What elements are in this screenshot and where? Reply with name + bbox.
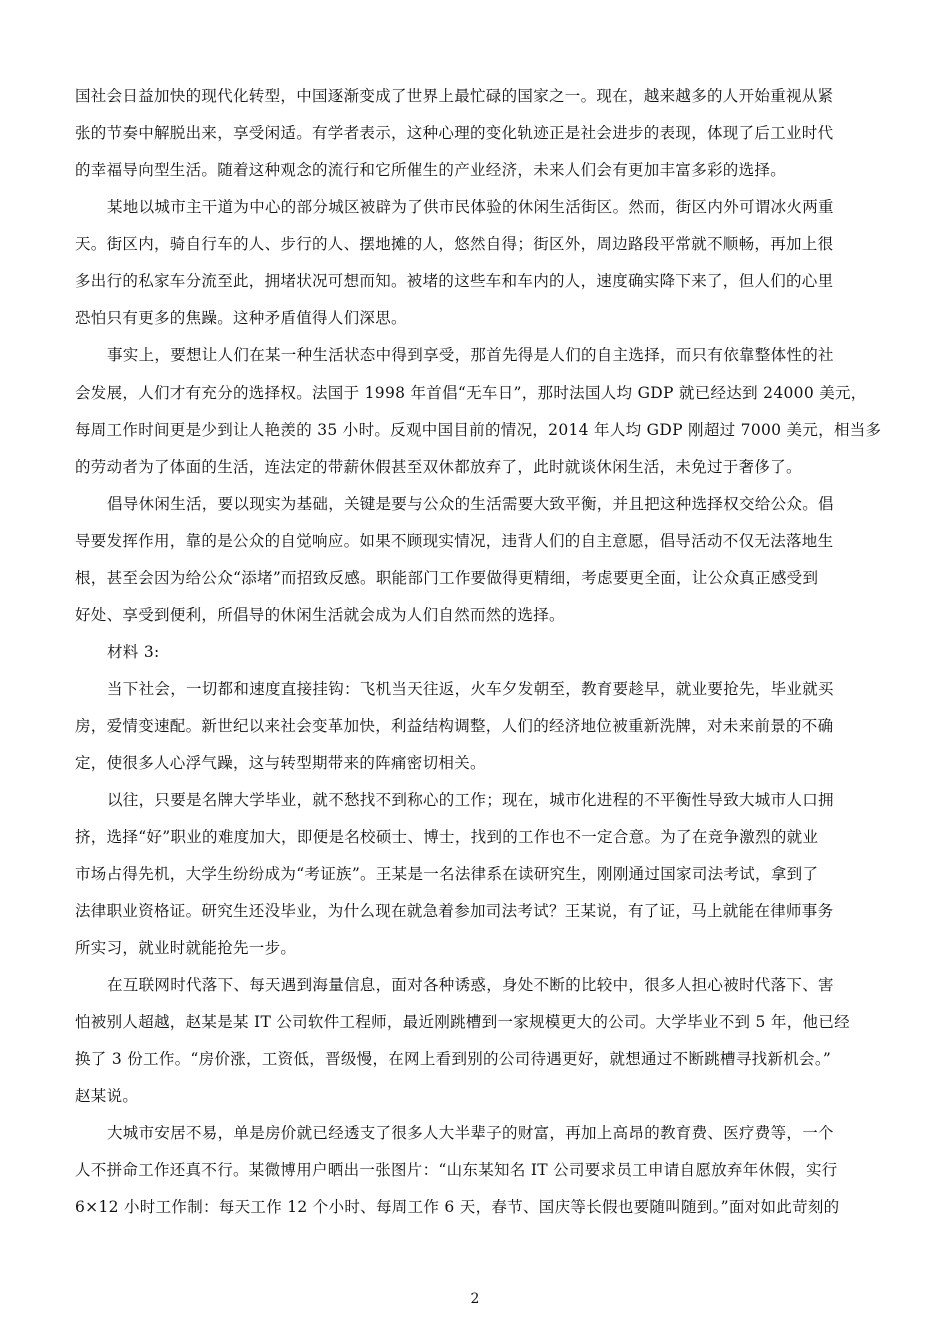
text-line: 的劳动者为了体面的生活，连法定的带薪休假甚至双休都放弃了，此时就谈休闲生活，未免过于奢侈了。 (75, 458, 802, 476)
text-line: 每周工作时间更是少到让人艳羡的 35 小时。反观中国目前的情况，2014 年人均 GDP 刚超过 7000 美元，相当多 (75, 421, 882, 439)
text-line: 挤，选择“好”职业的难度加大，即便是名校硕士、博士，找到的工作也不一定合意。为了在竞争激烈的就业 (75, 828, 819, 846)
text-line: 天。街区内，骑自行车的人、步行的人、摆地摊的人，悠然自得；街区外，周边路段平常就不顺畅，再加上很 (75, 235, 834, 253)
text-line: 国社会日益加快的现代化转型，中国逐渐变成了世界上最忙碌的国家之一。现在，越来越多的人开始重视从紧 (75, 87, 834, 105)
text-line: 所实习，就业时就能抢先一步。 (75, 939, 297, 957)
text-line: 根，甚至会因为给公众“添堵”而招致反感。职能部门工作要做得更精细，考虑要更全面，让公众真正感受到 (75, 569, 819, 587)
paragraph-first-line: 事实上，要想让人们在某一种生活状态中得到享受，那首先得是人们的自主选择，而只有依靠整体性的社 (107, 346, 834, 364)
text-line: 市场占得先机，大学生纷纷成为“考证族”。王某是一名法律系在读研究生，刚刚通过国家司法考试，拿到了 (75, 865, 819, 883)
paragraph-first-line: 在互联网时代落下、每天遇到海量信息，面对各种诱惑，身处不断的比较中，很多人担心被时代落下、害 (107, 976, 834, 994)
section-heading: 材料 3: (107, 643, 160, 661)
text-line: 定，使很多人心浮气躁，这与转型期带来的阵痛密切相关。 (75, 754, 486, 772)
text-line: 导要发挥作用，靠的是公众的自觉响应。如果不顾现实情况，违背人们的自主意愿，倡导活动不仅无法落地生 (75, 532, 834, 550)
text-line: 6×12 小时工作制：每天工作 12 个小时、每周工作 6 天，春节、国庆等长假也要随叫随到。”面对如此苛刻的 (75, 1198, 840, 1216)
text-line: 法律职业资格证。研究生还没毕业，为什么现在就急着参加司法考试？王某说，有了证，马上就能在律师事务 (75, 902, 834, 920)
text-line: 的幸福导向型生活。随着这种观念的流行和它所催生的产业经济，未来人们会有更加丰富多彩的选择。 (75, 161, 787, 179)
text-line: 换了 3 份工作。“房价涨，工资低，晋级慢，在网上看到别的公司待遇更好，就想通过不断跳槽寻找新机会。” (75, 1050, 832, 1068)
text-line: 房，爱情变速配。新世纪以来社会变革加快，利益结构调整，人们的经济地位被重新洗牌，对未来前景的不确 (75, 717, 834, 735)
text-line: 赵某说。 (75, 1087, 139, 1105)
text-line: 好处、享受到便利，所倡导的休闲生活就会成为人们自然而然的选择。 (75, 606, 565, 624)
paragraph-first-line: 以往，只要是名牌大学毕业，就不愁找不到称心的工作；现在，城市化进程的不平衡性导致大城市人口拥 (107, 791, 834, 809)
paragraph-first-line: 倡导休闲生活，要以现实为基础，关键是要与公众的生活需要大致平衡，并且把这种选择权交给公众。倡 (107, 495, 834, 513)
text-line: 怕被别人超越，赵某是某 IT 公司软件工程师，最近刚跳槽到一家规模更大的公司。大学毕业不到 5 年，他已经 (75, 1013, 850, 1031)
paragraph-first-line: 当下社会，一切都和速度直接挂钩：飞机当天往返，火车夕发朝至，教育要趁早，就业要抢先，毕业就买 (107, 680, 834, 698)
text-line: 多出行的私家车分流至此，拥堵状况可想而知。被堵的这些车和车内的人，速度确实降下来了，但人们的心里 (75, 272, 834, 290)
paragraph-first-line: 某地以城市主干道为中心的部分城区被辟为了供市民体验的休闲生活街区。然而，街区内外可谓冰火两重 (107, 198, 834, 216)
paragraph-first-line: 大城市安居不易，单是房价就已经透支了很多人大半辈子的财富，再加上高昂的教育费、医疗费等，一个 (107, 1124, 834, 1142)
text-line: 张的节奏中解脱出来，享受闲适。有学者表示，这种心理的变化轨迹正是社会进步的表现，体现了后工业时代 (75, 124, 834, 142)
text-line: 人不拼命工作还真不行。某微博用户晒出一张图片：“山东某知名 IT 公司要求员工申请自愿放弃年休假，实行 (75, 1161, 838, 1179)
page-number: 2 (470, 1291, 480, 1307)
text-line: 会发展，人们才有充分的选择权。法国于 1998 年首倡“无车日”，那时法国人均 GDP 就已经达到 24000 美元， (75, 384, 867, 402)
text-line: 恐怕只有更多的焦躁。这种矛盾值得人们深思。 (75, 309, 407, 327)
